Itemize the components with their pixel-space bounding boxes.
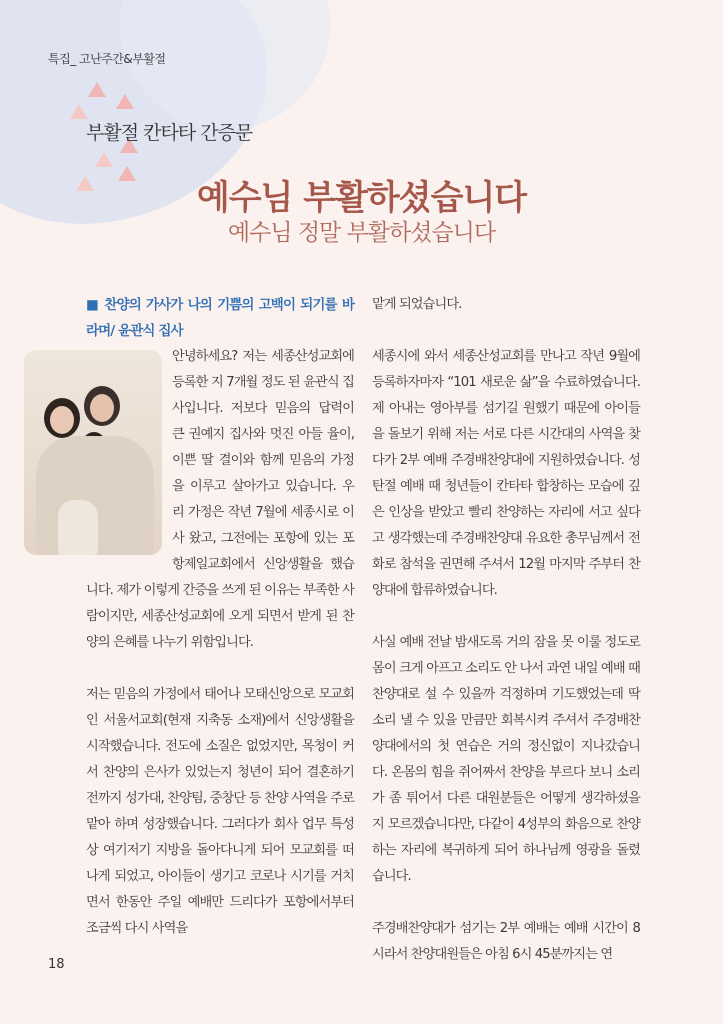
paragraph: 세종시에 와서 세종산성교회를 만나고 작년 9월에 등록하자마자 “101 새로운 삶”을 수료하였습니다. 제 아내는 영아부를 섬기길 원했기 때문에 아이들을 돌보기 위해 저는 서로 다른 시간대의 사역을 찾다가 2부 예배 주경배찬양대에 지원하였습니다. 성탄절 예배 때 청년들이 칸타타 합창하는 모습에 깊은 인상을 받았고 빨리 찬양하는 자리에 서고 싶다고 생각했는데 주경배찬양대 유요한 총무님께서 전화로 참석을 권면해 주셔서 12월 마지막 주부터 찬양대에 합류하였습니다. [372, 349, 640, 598]
main-title: 예수님 부활하셨습니다 [196, 178, 527, 218]
paragraph: 사실 예배 전날 밤새도록 거의 잠을 못 이룰 정도로 몸이 크게 아프고 소리도 안 나서 과연 내일 예배 때 찬양대로 설 수 있을까 걱정하며 기도했었는데 딱 소리 낼 수 있을 만큼만 회복시켜 주셔서 주경배찬양대에서의 첫 연습은 거의 정신없이 지나갔습니다. 온몸의 힘을 쥐어짜서 찬양을 부르다 보니 소리가 좀 튀어서 다른 대원분들은 어떻게 생각하셨을지 모르겠습니다만, 다같이 4성부의 화음으로 찬양하는 자리에 복귀하게 되어 하나님께 영광을 돌렸습니다. [372, 635, 640, 884]
section-tag: 특집_ 고난주간&부활절 [48, 52, 166, 66]
square-bullet-icon: ■ [86, 297, 100, 313]
right-column [372, 292, 640, 968]
series-title: 부활절 칸타타 간증문 [86, 122, 253, 144]
family-photo [24, 350, 162, 555]
paragraph: 저는 믿음의 가정에서 태어나 모태신앙으로 모교회인 서울서교회(현재 지축동 소재)에서 신앙생활을 시작했습니다. 전도에 소질은 없었지만, 목청이 커서 찬양의 은사가 있었는지 청년이 되어 결혼하기 전까지 성가대, 찬양팀, 중창단 등 찬양 사역을 주로 맡아 하며 성장했습니다. 그러다가 회사 업무 특성상 여기저기 지방을 돌아다니게 되어 모교회를 떠나게 되었고, 아이들이 생기고 코로나 시기를 거치면서 한동안 주일 예배만 드리다가 포항에서부터 조금씩 다시 사역을 [86, 687, 354, 936]
page-number: 18 [48, 957, 65, 972]
decorative-triangle [95, 152, 113, 167]
paragraph: 주경배찬양대가 섬기는 2부 예배는 예배 시간이 8시라서 찬양대원들은 아침 6시 45분까지는 연 [372, 921, 640, 962]
paragraph: 맡게 되었습니다. [372, 297, 462, 312]
decorative-triangle [88, 82, 106, 97]
sub-title: 예수님 정말 부활하셨습니다 [227, 220, 496, 246]
left-column [86, 292, 354, 942]
decorative-triangle [70, 104, 88, 119]
article-heading-text: 찬양의 가사가 나의 기쁨의 고백이 되기를 바라며/ 윤관식 집사 [86, 297, 354, 339]
decorative-triangle [116, 94, 134, 109]
article-heading [86, 292, 354, 344]
paragraph: 안녕하세요? 저는 세종산성교회에 등록한 지 7개월 정도 된 윤관식 집사입니다. 저보다 믿음의 답력이 큰 권예지 집사와 멋진 아들 율이, 이쁜 딸 결이와 함께 믿음의 가정을 이루고 살아가고 있습니다. 우리 가정은 작년 7월에 세종시로 이사 왔고, 그전에는 포항에 있는 포항제일교회에서 신앙생활을 했습니다. 제가 이렇게 간증을 쓰게 된 이유는 부족한 사람이지만, 세종산성교회에 오게 되면서 받게 된 찬양의 은혜를 나누기 위함입니다. [86, 349, 354, 650]
